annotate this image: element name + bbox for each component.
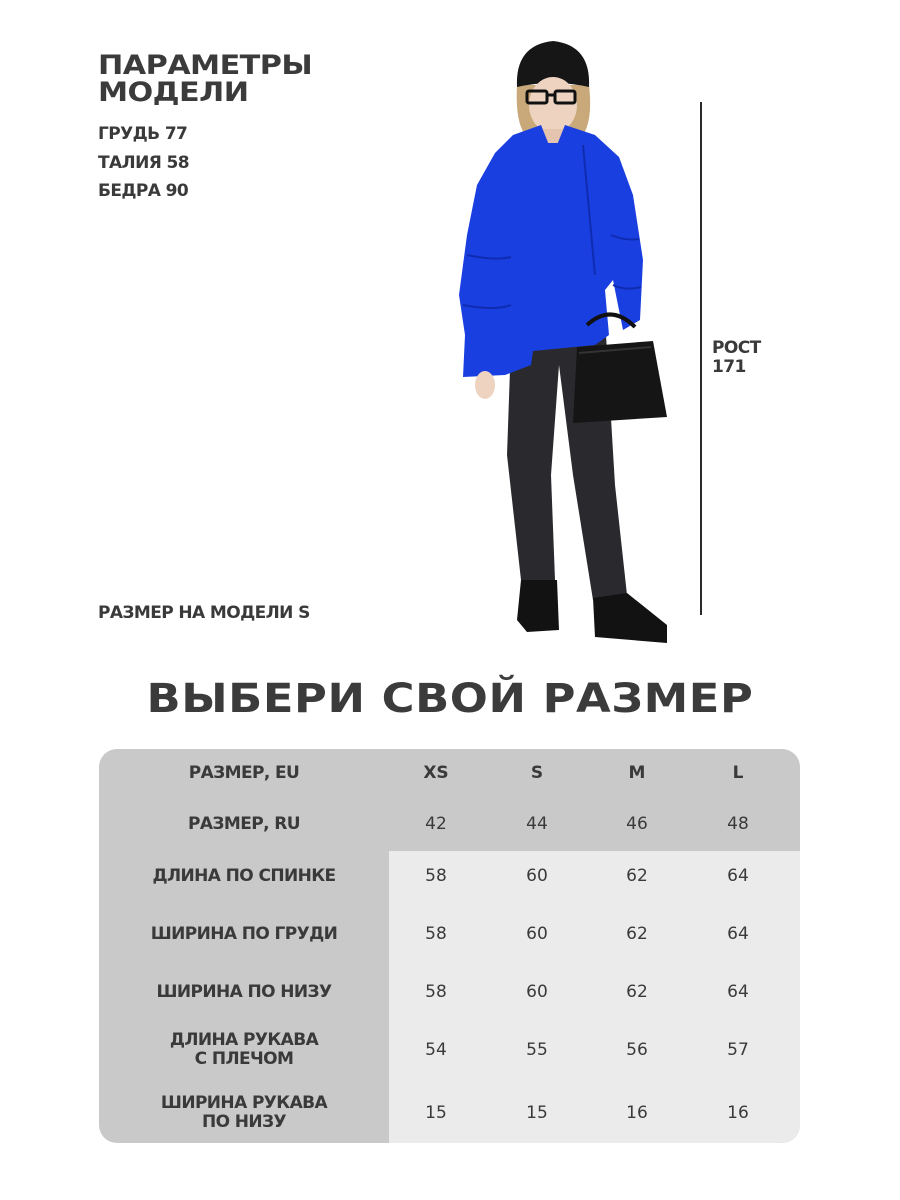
height-label	[712, 339, 761, 377]
choose-size-title	[0, 673, 900, 725]
table-cell: 57	[727, 1039, 749, 1060]
table-cell: 64	[727, 865, 749, 886]
row-label	[99, 925, 389, 944]
row-label-line: ПО НИЗУ	[201, 1112, 287, 1132]
model-params-title	[98, 52, 389, 106]
table-cell: 58	[425, 981, 447, 1002]
param-waist: ТАЛИЯ 58	[98, 152, 189, 173]
table-cell: 55	[526, 1039, 548, 1060]
table-cell: 62	[626, 923, 648, 944]
row-label-line: ШИРИНА ПО НИЗУ	[156, 981, 332, 1002]
row-label-line: ДЛИНА ПО СПИНКЕ	[152, 865, 336, 886]
table-cell: 46	[626, 813, 648, 834]
model-params-list	[98, 124, 189, 210]
table-cell: 60	[526, 923, 548, 944]
table-cell: 15	[425, 1102, 447, 1123]
table-cell: XS	[423, 762, 449, 783]
size-table	[99, 749, 800, 1143]
table-cell: 16	[626, 1102, 648, 1123]
model-face	[529, 77, 577, 133]
table-cell: 44	[526, 813, 548, 834]
table-cell: 62	[626, 981, 648, 1002]
table-cell: 48	[727, 813, 749, 834]
param-hips: БЕДРА 90	[98, 181, 189, 201]
size-on-model: РАЗМЕР НА МОДЕЛИ S	[98, 603, 310, 623]
model-boot-right	[593, 593, 667, 643]
model-boot-left	[517, 580, 559, 632]
row-label	[99, 815, 389, 834]
row-label-line: С ПЛЕЧОМ	[194, 1049, 294, 1069]
table-cell: 54	[425, 1039, 447, 1060]
row-label-line: ДЛИНА РУКАВА	[169, 1030, 319, 1050]
model-params-title-line2: МОДЕЛИ	[98, 77, 249, 108]
model-jacket	[459, 125, 643, 377]
table-cell: M	[628, 762, 646, 783]
height-label-line1: РОСТ	[712, 338, 761, 358]
table-cell: 56	[626, 1039, 648, 1060]
row-label	[99, 867, 389, 886]
table-cell: 58	[425, 865, 447, 886]
row-label-line: ШИРИНА ПО ГРУДИ	[150, 923, 338, 944]
row-label-line: РАЗМЕР, RU	[188, 813, 300, 834]
table-cell: 42	[425, 813, 447, 834]
row-label	[99, 1031, 389, 1069]
table-cell: 64	[727, 981, 749, 1002]
param-bust: ГРУДЬ 77	[98, 124, 188, 144]
table-cell: 62	[626, 865, 648, 886]
row-label-line: ШИРИНА РУКАВА	[160, 1093, 328, 1113]
table-cell: 58	[425, 923, 447, 944]
table-cell: 60	[526, 865, 548, 886]
table-cell: 16	[727, 1102, 749, 1123]
height-line	[700, 102, 702, 615]
row-label	[99, 1094, 389, 1132]
choose-size-title-text: ВЫБЕРИ СВОЙ РАЗМЕР	[146, 676, 754, 722]
table-cell: 60	[526, 981, 548, 1002]
model-params-title-line1: ПАРАМЕТРЫ	[98, 50, 313, 81]
table-cell: 64	[727, 923, 749, 944]
model-photo	[455, 35, 685, 650]
height-label-line2: 171	[712, 357, 746, 377]
table-cell: L	[732, 762, 744, 783]
table-cell: S	[530, 762, 544, 783]
row-label-line: РАЗМЕР, EU	[188, 762, 300, 783]
row-label	[99, 983, 389, 1002]
row-label	[99, 764, 389, 783]
table-cell: 15	[526, 1102, 548, 1123]
